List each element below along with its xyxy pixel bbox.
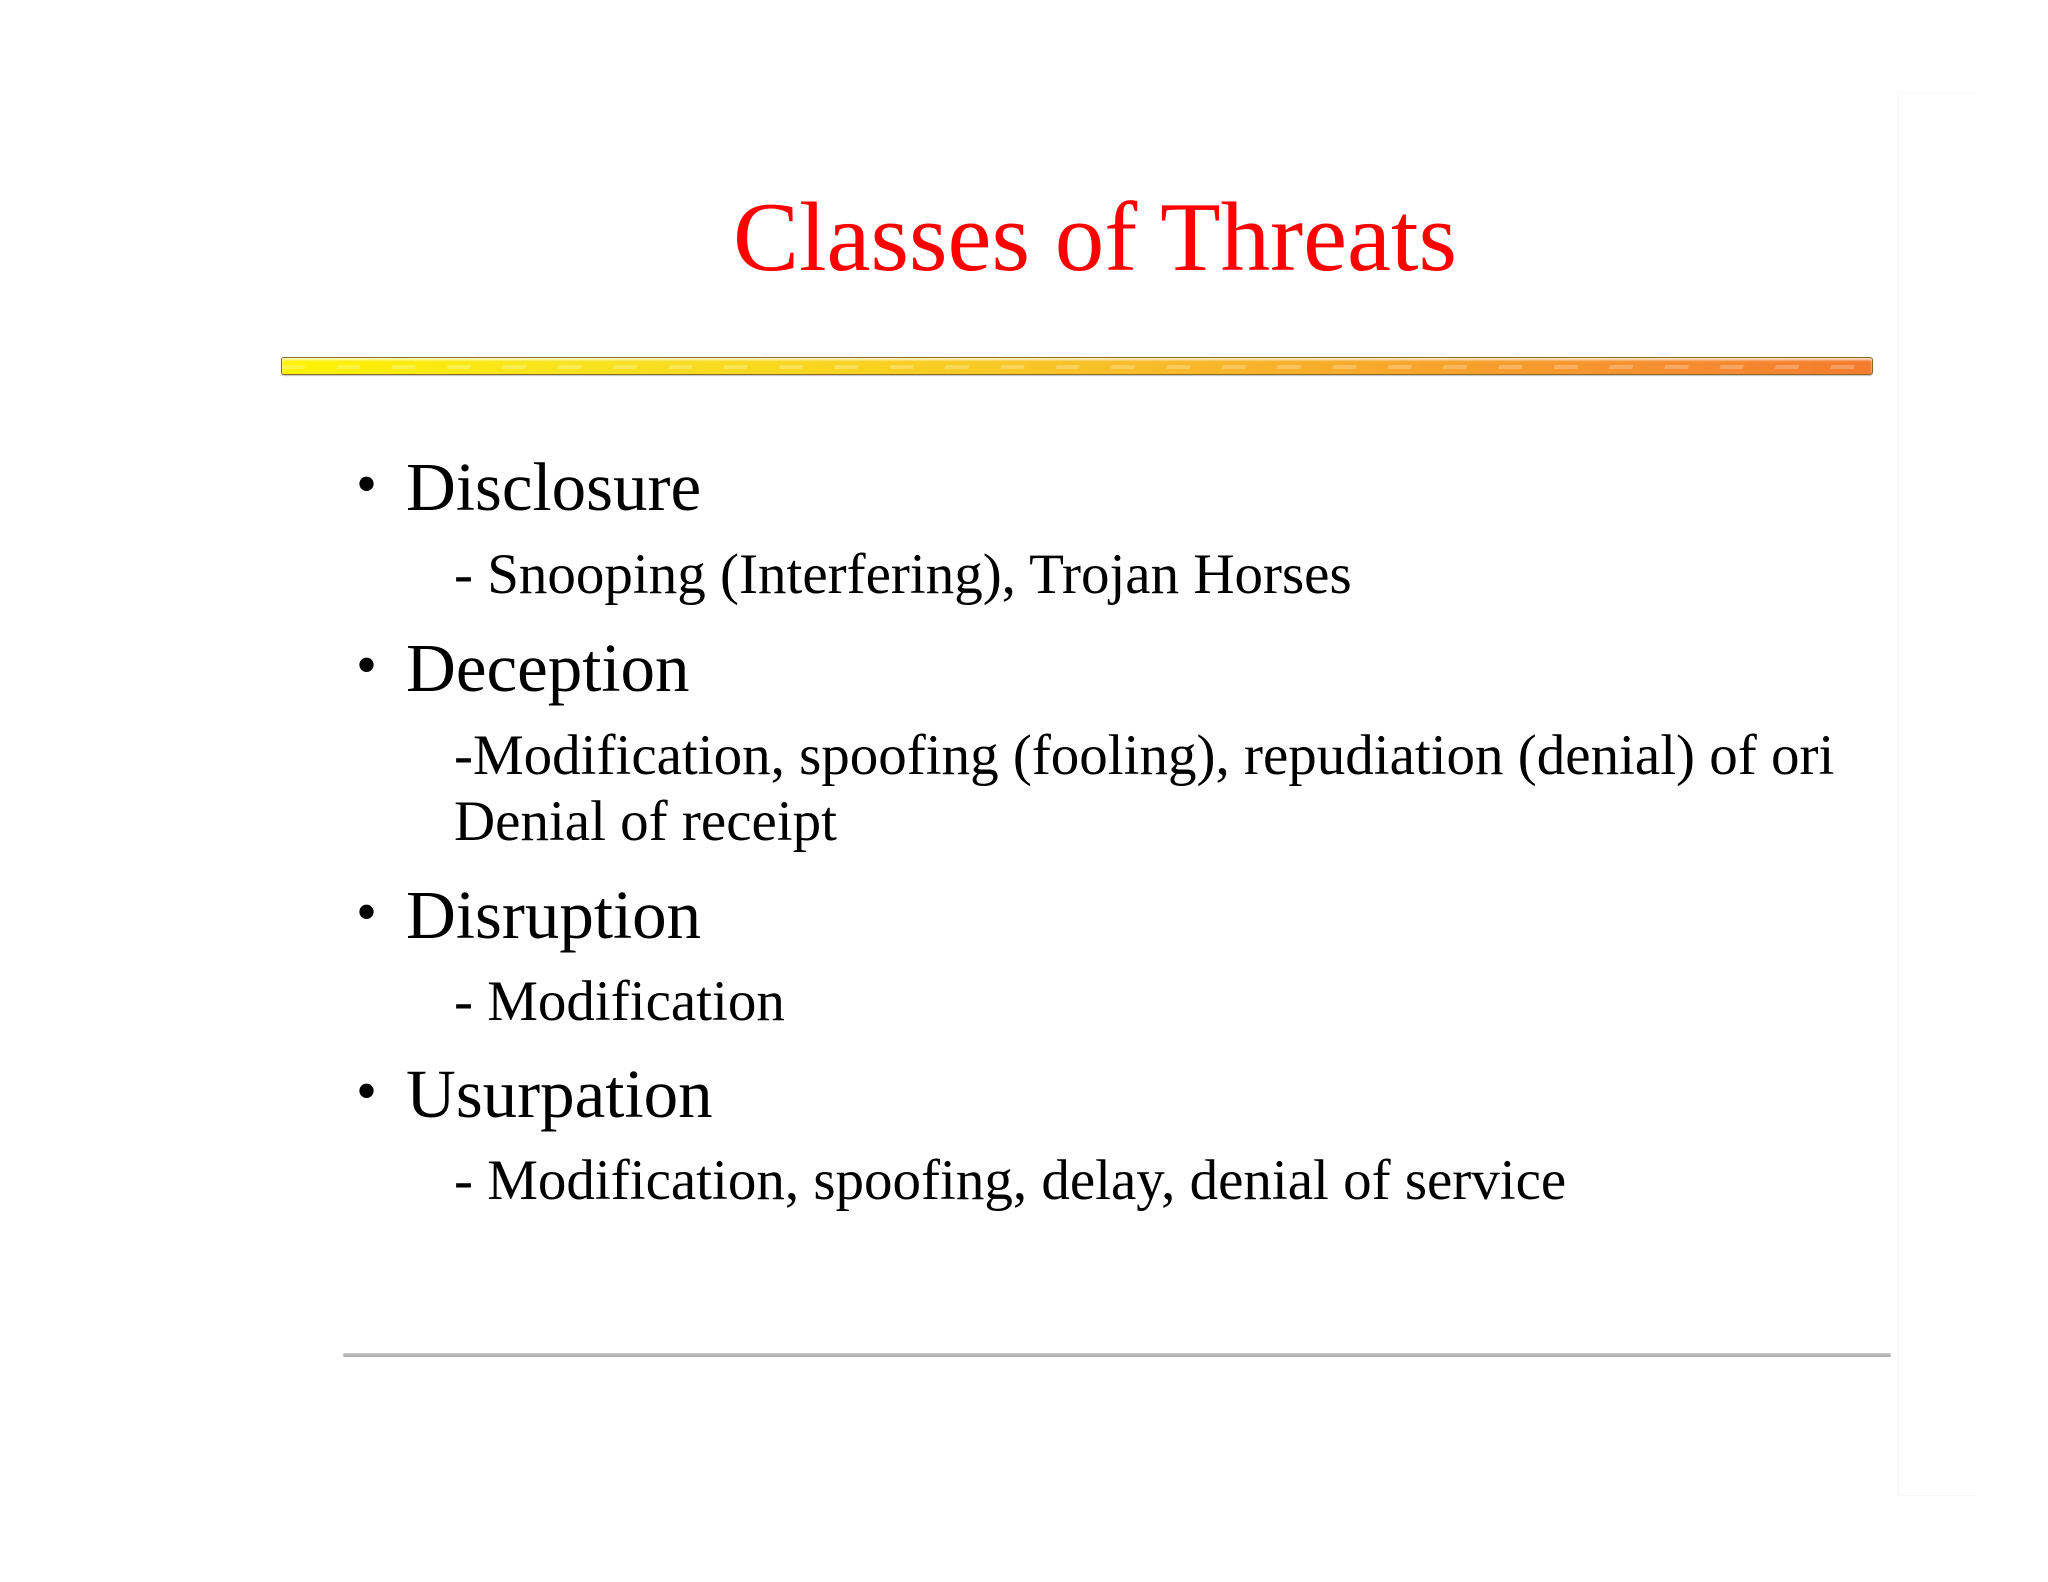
bullet-heading: Deception [406, 630, 690, 706]
bullet-icon: • [356, 451, 378, 517]
bullet-heading: Usurpation [406, 1056, 713, 1132]
bullet-detail: -Modification, spoofing (fooling), repudiation (denial) of ori [454, 724, 1835, 787]
bullet-heading: Disruption [406, 877, 702, 953]
slide-title: Classes of Threats [732, 183, 1458, 292]
bullet-detail: - Modification, spoofing, delay, denial of service [454, 1149, 1567, 1212]
bullet-icon: • [356, 879, 378, 945]
bullet-item-disruption [356, 877, 701, 953]
bullet-item-deception [356, 630, 690, 706]
bullet-item-usurpation [356, 1056, 713, 1132]
bullet-icon: • [356, 1058, 378, 1124]
bullet-detail: Denial of receipt [454, 790, 837, 853]
bottom-divider [343, 1353, 1891, 1357]
bullet-detail: - Modification [454, 970, 785, 1033]
bullet-detail: - Snooping (Interfering), Trojan Horses [454, 543, 1352, 606]
bullet-icon: • [356, 632, 378, 698]
bullet-heading: Disclosure [406, 449, 702, 525]
bullet-item-disclosure [356, 449, 701, 525]
